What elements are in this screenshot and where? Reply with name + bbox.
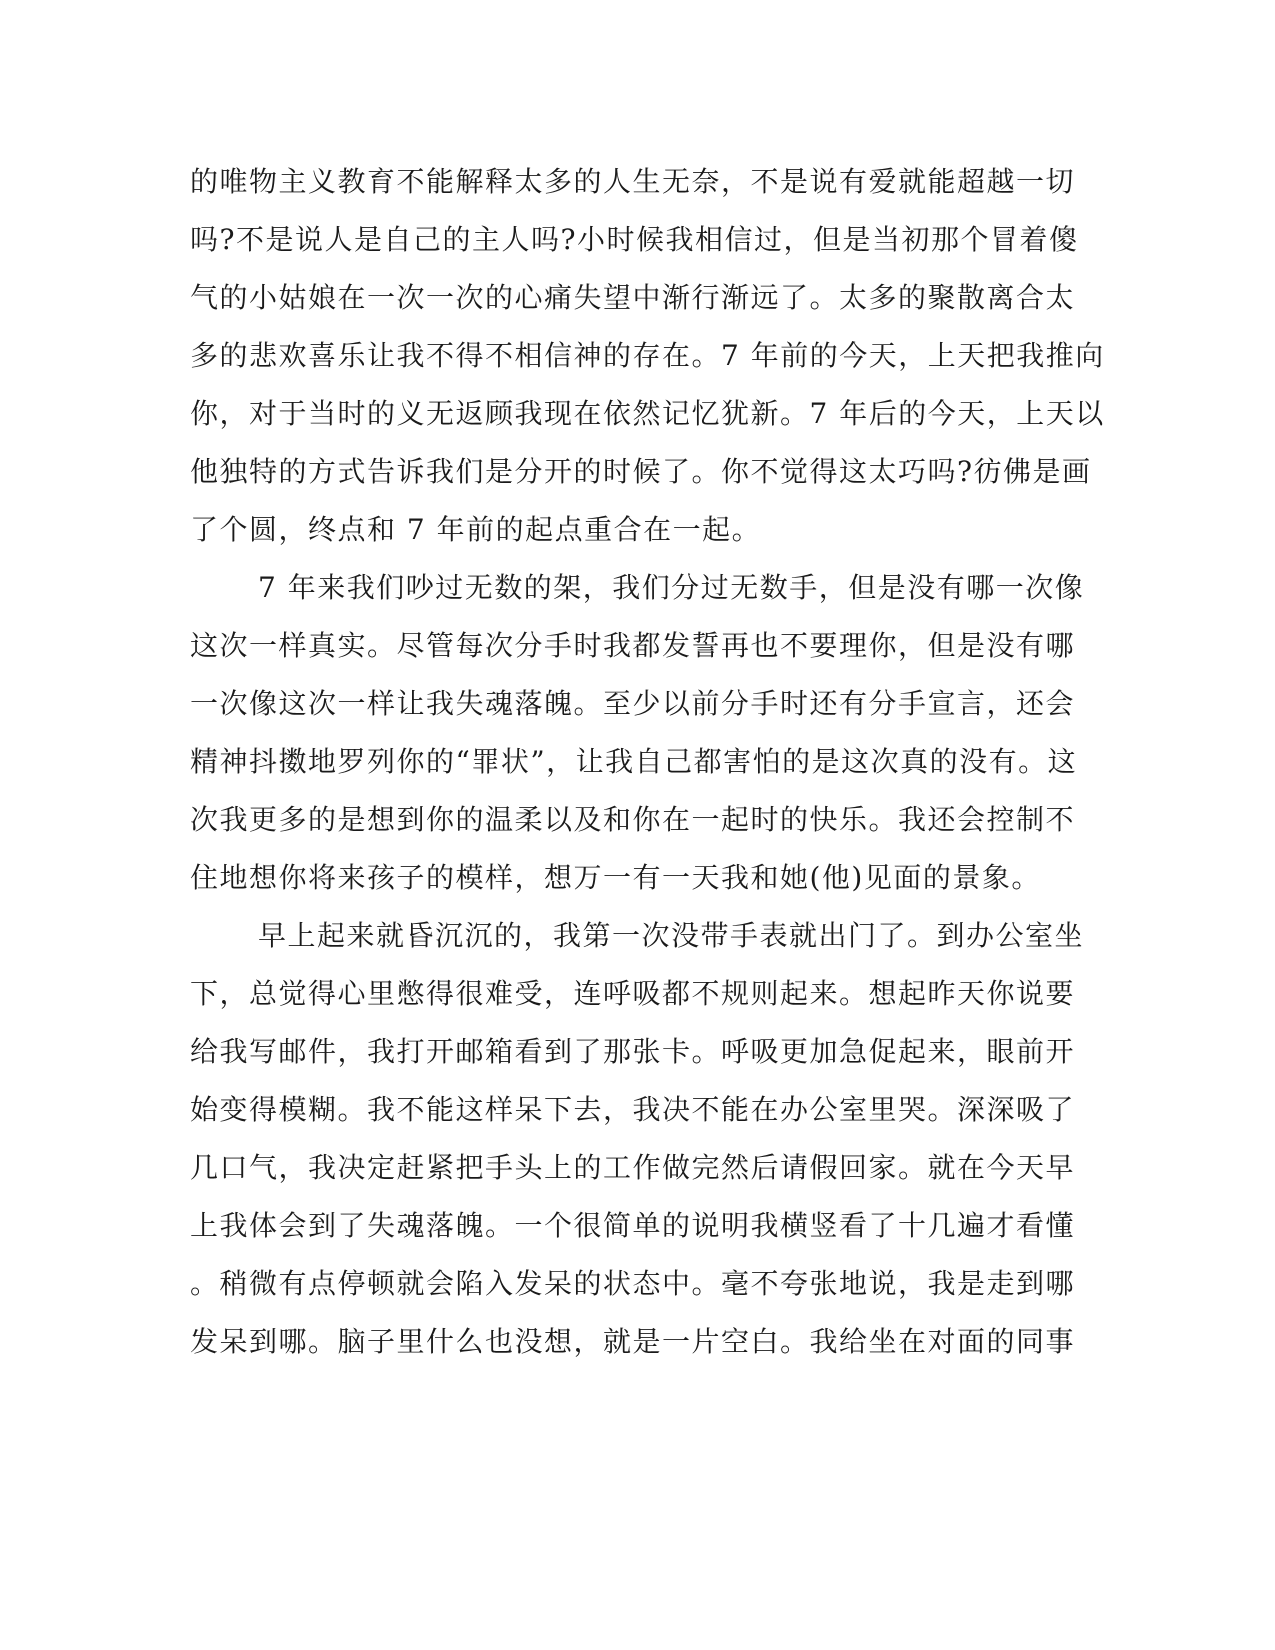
text-line: 了个圆，终点和 7 年前的起点重合在一起。: [190, 513, 762, 546]
text-line: 这次一样真实。尽管每次分手时我都发誓再也不要理你，但是没有哪: [190, 629, 1076, 662]
text-line: 次我更多的是想到你的温柔以及和你在一起时的快乐。我还会控制不: [190, 803, 1076, 836]
text-line: 的唯物主义教育不能解释太多的人生无奈，不是说有爱就能超越一切: [190, 165, 1076, 198]
text-line: 精神抖擞地罗列你的“罪状”，让我自己都害怕的是这次真的没有。这: [190, 745, 1078, 778]
text-line: 几口气，我决定赶紧把手头上的工作做完然后请假回家。就在今天早: [190, 1151, 1076, 1184]
text-line: 他独特的方式告诉我们是分开的时候了。你不觉得这太巧吗?彷佛是画: [190, 455, 1092, 488]
text-line: 发呆到哪。脑子里什么也没想，就是一片空白。我给坐在对面的同事: [190, 1325, 1076, 1358]
paragraph-first-line: 7 年来我们吵过无数的架，我们分过无数手，但是没有哪一次像: [258, 571, 1085, 604]
text-line: 一次像这次一样让我失魂落魄。至少以前分手时还有分手宣言，还会: [190, 687, 1076, 720]
text-line: 气的小姑娘在一次一次的心痛失望中渐行渐远了。太多的聚散离合太: [190, 281, 1076, 314]
text-line: 多的悲欢喜乐让我不得不相信神的存在。7 年前的今天，上天把我推向: [190, 339, 1105, 372]
text-line: 住地想你将来孩子的模样，想万一有一天我和她(他)见面的景象。: [190, 861, 1041, 894]
text-line: 。稍微有点停顿就会陷入发呆的状态中。毫不夸张地说，我是走到哪: [190, 1267, 1076, 1300]
text-line: 上我体会到了失魂落魄。一个很简单的说明我横竖看了十几遍才看懂: [190, 1209, 1076, 1242]
text-line: 始变得模糊。我不能这样呆下去，我决不能在办公室里哭。深深吸了: [190, 1093, 1076, 1126]
text-line: 你，对于当时的义无返顾我现在依然记忆犹新。7 年后的今天，上天以: [190, 397, 1105, 430]
text-line: 吗?不是说人是自己的主人吗?小时候我相信过，但是当初那个冒着傻: [190, 223, 1079, 256]
paragraph-first-line: 早上起来就昏沉沉的，我第一次没带手表就出门了。到办公室坐: [258, 919, 1085, 952]
text-line: 下，总觉得心里憋得很难受，连呼吸都不规则起来。想起昨天你说要: [190, 977, 1076, 1010]
text-line: 给我写邮件，我打开邮箱看到了那张卡。呼吸更加急促起来，眼前开: [190, 1035, 1076, 1068]
